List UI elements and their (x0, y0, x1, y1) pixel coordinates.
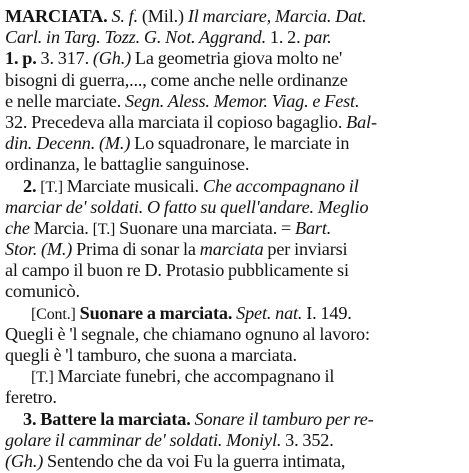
text-span: [T.] (40, 178, 63, 196)
text-span: Marcia. (29, 217, 93, 238)
text-span: Prima di sonar la (72, 239, 200, 260)
text-span: Stor. (M.) (5, 239, 73, 260)
text-span: S. f. (107, 6, 138, 26)
text-span: Carl. in Targ. Tozz. G. Not. Aggrand. (5, 27, 266, 48)
text-span: (Gh.) (5, 450, 44, 471)
text-span: marciata (199, 239, 264, 260)
text-span: 1. p. (5, 48, 37, 69)
text-line (5, 27, 464, 48)
text-span: Marciate funebri, che accompagnano il (53, 366, 335, 387)
text-span: Suonare a marciata. (75, 302, 233, 323)
text-line (5, 260, 464, 281)
text-line (5, 239, 464, 260)
text-span: 2. (23, 175, 41, 196)
text-line (5, 387, 464, 408)
text-line (5, 281, 464, 302)
text-span: Il marciare, Marcia. Dat. (187, 6, 367, 26)
text-span: (Gh.) (92, 48, 132, 69)
text-span: quegli è 'l tamburo, che suona a marciata. (5, 345, 297, 365)
text-span: Spet. nat. (232, 302, 303, 323)
text-span: marciar de' soldati. O fatto su quell'andare. Meglio (5, 196, 369, 217)
text-line (5, 112, 464, 133)
text-span: par. (304, 27, 332, 48)
text-span: [T.] (31, 369, 54, 387)
text-span: (Mil.) (137, 6, 188, 26)
text-span: din. Decenn. (M.) (5, 133, 131, 154)
text-span: golare il camminar de' soldati. Moniyl. (5, 429, 282, 450)
text-line (5, 409, 464, 430)
text-span: bisogni di guerra,..., come anche nelle ordinanze (5, 69, 348, 90)
text-span: feretro. (5, 387, 57, 408)
text-span: Segn. Aless. Memor. Viag. e Fest. (125, 90, 360, 111)
text-line (5, 133, 464, 154)
text-line (5, 366, 464, 387)
text-span: Lo squadronare, le marciate in (130, 133, 350, 154)
text-span: Suonare una marciata. = (115, 217, 295, 238)
text-span: al campo il buon re D. Protasio pubblicamente si (5, 260, 349, 281)
text-span: comunicò. (5, 281, 80, 302)
text-span: 3. 317. (36, 48, 93, 69)
text-span: 3. 352. (281, 429, 334, 450)
text-span: [Cont.] (31, 305, 76, 323)
text-span: I. 149. (302, 302, 352, 323)
text-span: Bal- (346, 111, 377, 132)
text-span: La geometria giova molto ne' (131, 48, 343, 69)
text-line (5, 451, 464, 472)
text-span: Quegli è 'l segnale, che chiamano ognuno al lavoro: (5, 323, 370, 344)
text-line (5, 303, 464, 324)
text-line (5, 176, 464, 197)
text-line (5, 91, 464, 112)
text-span: 1. 2. (265, 27, 305, 48)
text-span: Sonare il tamburo per re- (190, 408, 374, 429)
text-span: e nelle marciate. (5, 90, 126, 111)
text-line (5, 430, 464, 451)
text-span: ordinanza, le battaglie sanguinose. (5, 154, 250, 175)
text-span: [T.] (92, 220, 116, 238)
text-span: Bart. (295, 217, 332, 238)
text-span: Che accompagnano il (202, 175, 359, 196)
text-line (5, 48, 464, 69)
text-span: per inviarsi (263, 239, 348, 260)
text-line (5, 154, 464, 175)
text-span: Marciate musicali. (62, 175, 203, 196)
text-line (5, 345, 464, 366)
text-line (5, 6, 464, 27)
text-span: 3. Battere la marciata. (23, 408, 191, 429)
text-span: MARCIATA. (5, 6, 108, 26)
text-line (5, 218, 464, 239)
text-line (5, 324, 464, 345)
text-span: Sentendo che da voi Fu la guerra intimata, (43, 450, 346, 471)
text-line (5, 70, 464, 91)
text-span: 32. Precedeva alla marciata il copioso bagaglio. (5, 111, 347, 132)
text-span: che (5, 217, 30, 238)
text-line (5, 197, 464, 218)
